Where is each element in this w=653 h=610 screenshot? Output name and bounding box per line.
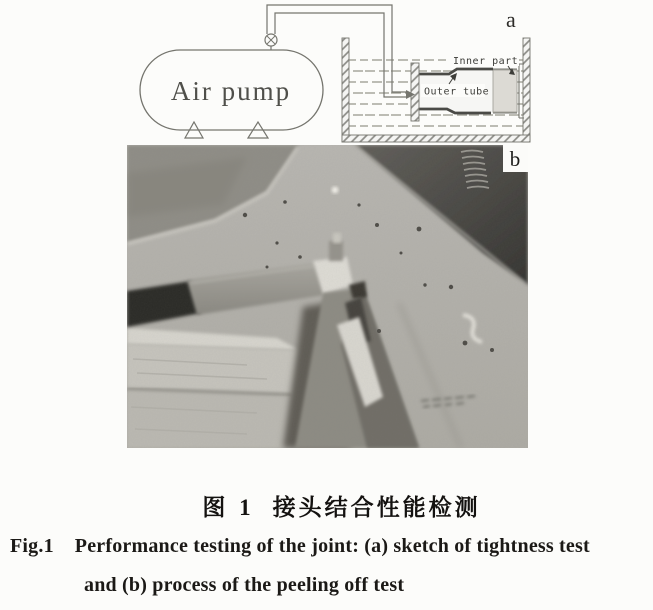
air-pump	[140, 50, 323, 138]
valve-icon	[265, 34, 277, 50]
caption-en-line2	[84, 574, 644, 597]
panel-b-tag-box	[503, 145, 528, 172]
sketch-panel-a	[0, 0, 653, 145]
outer-tube-label: Outer tube	[424, 86, 490, 98]
flange	[411, 63, 419, 121]
inner-part-body	[493, 70, 517, 112]
air-pump-label: Air pump	[170, 76, 292, 106]
film-grain	[127, 145, 528, 448]
caption-en-line1	[10, 535, 653, 558]
photo-panel-b	[127, 145, 528, 448]
caption-en-figno: Fig.1	[10, 535, 54, 557]
panel-b-tag: b	[509, 147, 521, 171]
caption-zh-figno: 图 1	[202, 495, 255, 520]
caption-zh	[0, 489, 653, 522]
inner-part-label: Inner part	[453, 56, 519, 67]
caption-en-text1: Performance testing of the joint: (a) sketch of tightness test	[74, 535, 590, 557]
caption-zh-title: 接头结合性能检测	[272, 495, 481, 520]
panel-a-tag: a	[506, 7, 516, 32]
caption-en-text2: and (b) process of the peeling off test	[84, 574, 405, 596]
